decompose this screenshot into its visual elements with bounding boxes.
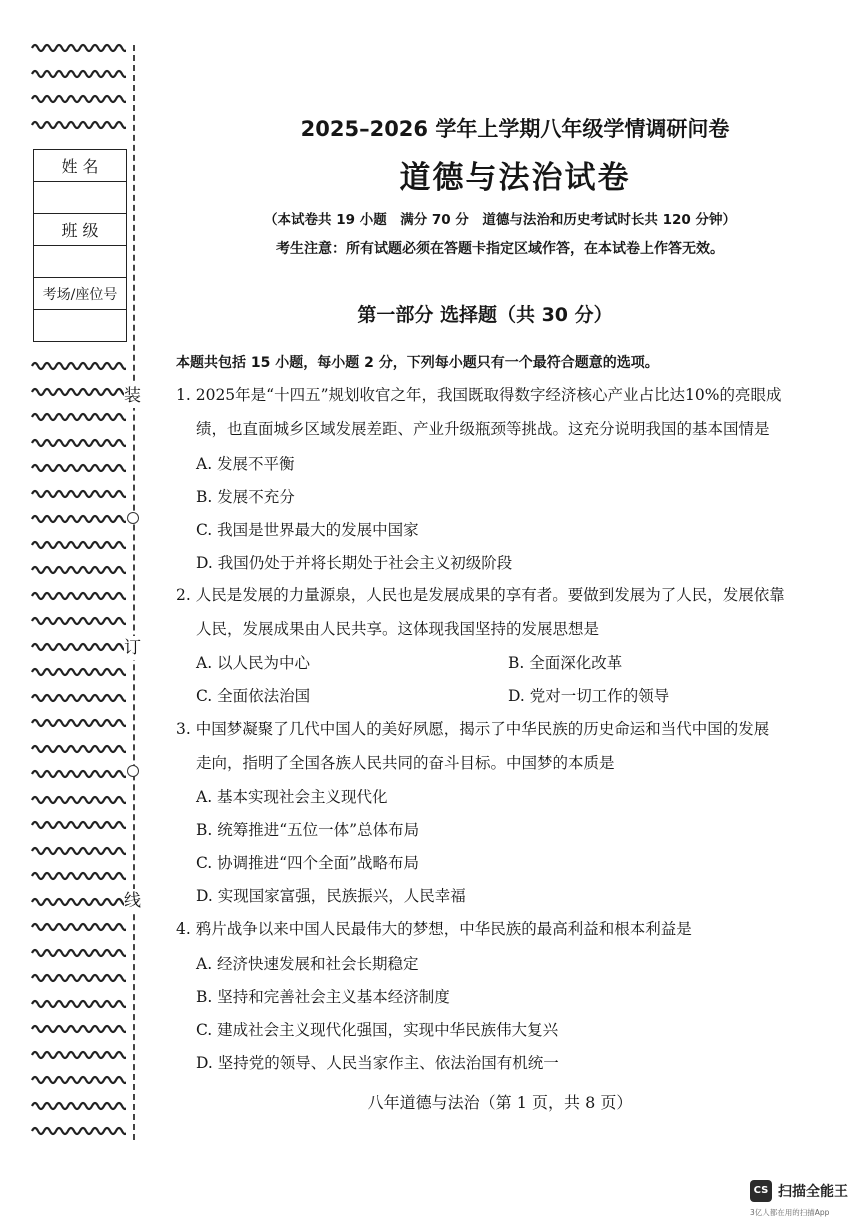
wave-ornament — [30, 870, 130, 882]
wave-ornament — [30, 972, 130, 984]
wave-ornament — [30, 539, 130, 551]
binding-mark-zhuang: 装 — [124, 386, 141, 406]
option-4c[interactable]: C. 建成社会主义现代化强国，实现中华民族伟大复兴 — [196, 1021, 559, 1039]
question-stem-cont: 人民，发展成果由人民共享。这体现我国坚持的发展思想是 — [196, 620, 600, 638]
question-4 — [176, 912, 816, 946]
question-1 — [176, 378, 816, 446]
option-4a[interactable]: A. 经济快速发展和社会长期稳定 — [196, 955, 419, 973]
student-info-table — [33, 149, 127, 342]
binding-mark-ding: 订 — [124, 638, 141, 658]
option-1b[interactable]: B. 发展不充分 — [196, 488, 295, 506]
option-2a[interactable]: A. 以人民为中心 — [196, 654, 311, 672]
cs-logo-icon: CS — [750, 1180, 772, 1202]
wave-ornament — [30, 462, 130, 474]
option-4d[interactable]: D. 坚持党的领导、人民当家作主、依法治国有机统一 — [196, 1054, 559, 1072]
page-footer: 八年道德与法治（第 1 页，共 8 页） — [367, 1093, 633, 1112]
wave-ornament — [30, 1049, 130, 1061]
wave-ornament — [30, 93, 130, 105]
exam-info: （本试卷共 19 小题 满分 70 分 道德与法治和历史考试时长共 120 分钟） — [264, 212, 736, 228]
question-stem-cont: 走向，指明了全国各族人民共同的奋斗目标。中国梦的本质是 — [196, 754, 615, 772]
class-field[interactable] — [34, 246, 127, 278]
scanner-logo-tagline: 3亿人都在用的扫描App — [750, 1208, 830, 1217]
option-3b[interactable]: B. 统筹推进“五位一体”总体布局 — [196, 821, 420, 839]
wave-ornament — [30, 513, 130, 525]
wave-ornament — [30, 411, 130, 423]
wave-ornament — [30, 1023, 130, 1035]
subject-title: 道德与法治试卷 — [399, 160, 631, 196]
option-2d[interactable]: D. 党对一切工作的领导 — [508, 687, 670, 705]
section-instruction: 本题共包括 15 小题，每小题 2 分，下列每小题只有一个最符合题意的选项。 — [176, 355, 659, 371]
question-stem-cont: 绩，也直面城乡区域发展差距、产业升级瓶颈等挑战。这充分说明我国的基本国情是 — [196, 420, 770, 438]
decorative-border-top — [30, 42, 130, 144]
scanner-logo-name: 扫描全能王 — [778, 1184, 848, 1200]
question-stem: 2. 人民是发展的力量源泉，人民也是发展成果的享有者。要做到发展为了人民，发展依靠 — [176, 586, 785, 604]
option-3d[interactable]: D. 实现国家富强，民族振兴，人民幸福 — [196, 887, 466, 905]
binding-mark-xian: 线 — [124, 891, 141, 911]
option-3c[interactable]: C. 协调推进“四个全面”战略布局 — [196, 854, 420, 872]
wave-ornament — [30, 768, 130, 780]
wave-ornament — [30, 641, 130, 653]
wave-ornament — [30, 437, 130, 449]
option-3a[interactable]: A. 基本实现社会主义现代化 — [196, 788, 388, 806]
decorative-border-side — [30, 360, 130, 1151]
option-2c[interactable]: C. 全面依法治国 — [196, 687, 311, 705]
wave-ornament — [30, 743, 130, 755]
wave-ornament — [30, 360, 130, 372]
wave-ornament — [30, 488, 130, 500]
section-title: 第一部分 选择题（共 30 分） — [357, 304, 613, 326]
option-1d[interactable]: D. 我国仍处于并将长期处于社会主义初级阶段 — [196, 554, 513, 572]
option-1a[interactable]: A. 发展不平衡 — [196, 455, 295, 473]
wave-ornament — [30, 1100, 130, 1112]
option-1c[interactable]: C. 我国是世界最大的发展中国家 — [196, 521, 419, 539]
wave-ornament — [30, 42, 130, 54]
binding-line — [133, 45, 135, 1140]
wave-ornament — [30, 845, 130, 857]
question-3 — [176, 712, 816, 780]
wave-ornament — [30, 1074, 130, 1086]
wave-ornament — [30, 794, 130, 806]
question-2 — [176, 578, 816, 646]
wave-ornament — [30, 819, 130, 831]
wave-ornament — [30, 590, 130, 602]
option-4b[interactable]: B. 坚持和完善社会主义基本经济制度 — [196, 988, 450, 1006]
option-2b[interactable]: B. 全面深化改革 — [508, 654, 623, 672]
binding-hole — [127, 765, 139, 777]
question-stem: 1. 2025年是“十四五”规划收官之年，我国既取得数字经济核心产业占比达10%的亮眼成 — [176, 386, 782, 404]
wave-ornament — [30, 68, 130, 80]
wave-ornament — [30, 386, 130, 398]
name-field[interactable] — [34, 182, 127, 214]
wave-ornament — [30, 947, 130, 959]
scanner-logo — [750, 1180, 860, 1220]
name-label: 姓 名 — [34, 150, 127, 182]
seat-label: 考场/座位号 — [34, 278, 127, 310]
binding-hole — [127, 512, 139, 524]
class-label: 班 级 — [34, 214, 127, 246]
wave-ornament — [30, 119, 130, 131]
question-stem: 4. 鸦片战争以来中国人民最伟大的梦想，中华民族的最高利益和根本利益是 — [176, 920, 692, 938]
exam-title: 2025–2026 学年上学期八年级学情调研问卷 — [300, 117, 730, 141]
wave-ornament — [30, 921, 130, 933]
wave-ornament — [30, 998, 130, 1010]
exam-notice: 考生注意：所有试题必须在答题卡指定区域作答，在本试卷上作答无效。 — [276, 241, 724, 257]
wave-ornament — [30, 717, 130, 729]
wave-ornament — [30, 692, 130, 704]
seat-field[interactable] — [34, 310, 127, 342]
wave-ornament — [30, 896, 130, 908]
wave-ornament — [30, 564, 130, 576]
wave-ornament — [30, 666, 130, 678]
question-stem: 3. 中国梦凝聚了几代中国人的美好夙愿，揭示了中华民族的历史命运和当代中国的发展 — [176, 720, 770, 738]
wave-ornament — [30, 615, 130, 627]
wave-ornament — [30, 1125, 130, 1137]
